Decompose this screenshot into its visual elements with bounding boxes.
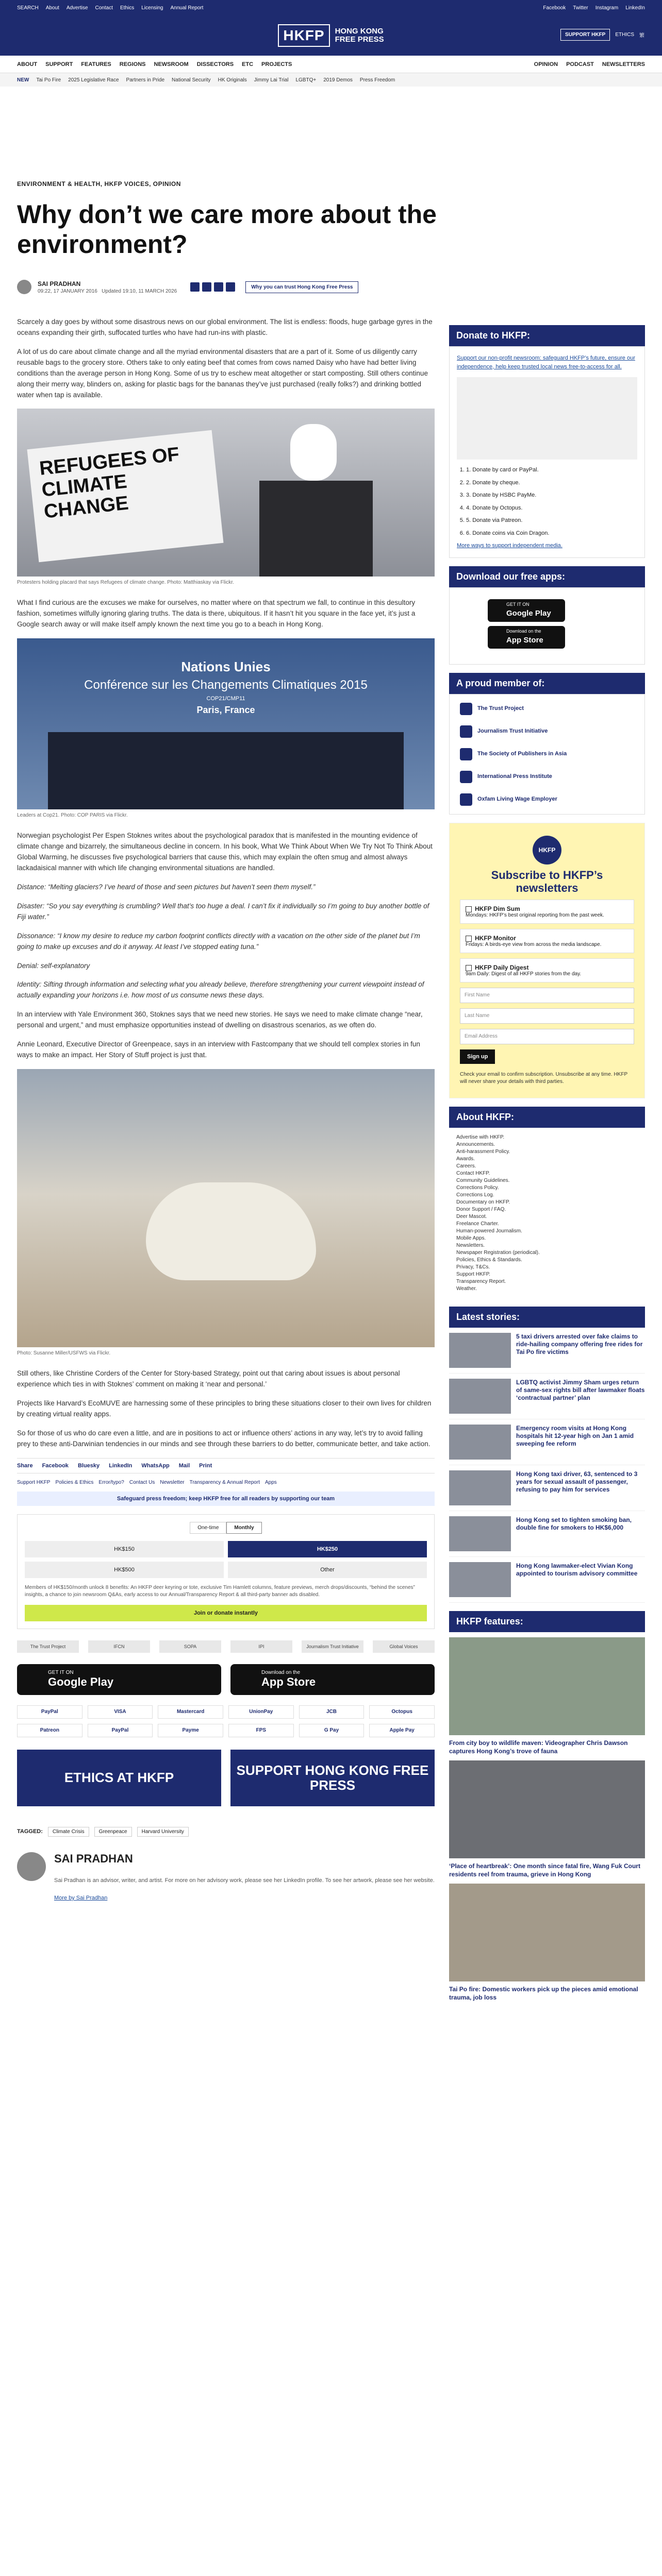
about-list — [449, 1128, 645, 1298]
tab-monthly[interactable]: Monthly — [226, 1522, 261, 1534]
about-item[interactable]: Careers. — [456, 1163, 476, 1170]
safeguard-strip[interactable]: Safeguard press freedom; keep HKFP free for all readers by supporting our team — [17, 1492, 435, 1506]
amount-option[interactable]: HK$250 — [228, 1541, 427, 1557]
feature-item[interactable] — [449, 1884, 645, 2002]
sidebar-heading: Download our free apps: — [449, 566, 645, 587]
banner-line: Conférence sur les Changements Climatiques 2015 — [84, 678, 368, 692]
trending-item[interactable]: National Security — [172, 77, 211, 83]
about-item[interactable]: Awards. — [456, 1156, 475, 1162]
newsletter-option[interactable] — [460, 929, 634, 953]
donate-way[interactable]: 6. 6. Donate coins via Coin Dragon. — [466, 529, 637, 538]
partner-logo[interactable]: IFCN — [88, 1640, 150, 1653]
trending-item[interactable]: HK Originals — [218, 77, 247, 83]
about-item[interactable]: Policies, Ethics & Standards. — [456, 1257, 522, 1263]
whatsapp-icon[interactable] — [214, 282, 223, 292]
story-title[interactable]: Hong Kong lawmaker-elect Vivian Kong appointed to tourism advisory committee — [516, 1562, 638, 1578]
topbar-link[interactable]: Contact — [95, 5, 113, 11]
newsletter-logo: HKFP — [533, 836, 561, 865]
donate-widget — [17, 1514, 435, 1629]
badge-sub: Download on the — [261, 1670, 301, 1675]
member-logo[interactable] — [453, 698, 641, 720]
nav-item[interactable]: REGIONS — [119, 61, 146, 67]
protester-shape — [259, 481, 373, 577]
member-icon — [460, 771, 472, 783]
search-link[interactable]: SEARCH — [17, 5, 39, 11]
paragraph: Scarcely a day goes by without some disastrous news on our global environment. The list is endless: floods, huge garbage gyres in the oceans expanding their girth, suffocated turtles who have had run-ins with plastic. — [17, 318, 433, 336]
donate-intro-link[interactable]: Support our non-profit newsroom: safeguard HKFP’s future, ensure our independence, help keep trusted local news free-to-access for all. — [457, 355, 635, 370]
story-item[interactable] — [449, 1557, 645, 1603]
payment-logo[interactable]: Payme — [158, 1724, 223, 1737]
avatar[interactable] — [17, 1852, 46, 1881]
facebook-link[interactable]: Facebook — [543, 5, 566, 11]
checkbox[interactable] — [466, 906, 472, 912]
member-logo[interactable] — [453, 766, 641, 788]
about-item[interactable]: Privacy, T&Cs. — [456, 1264, 490, 1270]
story-thumbnail[interactable] — [449, 1333, 511, 1368]
leaders-shape — [48, 732, 404, 809]
publish-date: 09:22, 17 JANUARY 2016 — [38, 288, 97, 294]
donate-way[interactable]: 3. 3. Donate by HSBC PayMe. — [466, 491, 637, 500]
feature-title[interactable]: Tai Po fire: Domestic workers pick up the pieces amid emotional trauma, job loss — [449, 1986, 638, 2002]
trending-item[interactable]: Jimmy Lai Trial — [254, 77, 289, 83]
paragraph: In an interview with Yale Environment 360, Stoknes says that we need new stories. He says we need to make climate change “near, personal and urgent,” and must emphasize opportunities instead of dwelling on disastrous scenarios, as we often do. — [17, 1010, 423, 1029]
story-item[interactable] — [449, 1465, 645, 1511]
ethics-link[interactable]: ETHICS — [615, 32, 634, 38]
about-item[interactable]: Weather. — [456, 1286, 477, 1292]
story-thumbnail[interactable] — [449, 1470, 511, 1505]
banner-line: Paris, France — [196, 705, 255, 716]
payment-logo[interactable]: FPS — [228, 1724, 294, 1737]
protest-photo — [17, 409, 435, 577]
support-link[interactable]: Newsletter — [160, 1479, 185, 1485]
badge-sub: Download on the — [506, 628, 541, 634]
more-by-link[interactable]: More by Sai Pradhan — [54, 1894, 108, 1901]
member-icon — [460, 793, 472, 806]
about-item[interactable]: Deer Mascot. — [456, 1214, 487, 1220]
badge-title: App Store — [261, 1675, 316, 1688]
nl-desc: Fridays: A birds-eye view from across the media landscape. — [466, 942, 602, 948]
sidebar-heading: Latest stories: — [449, 1307, 645, 1328]
story-title[interactable]: LGBTQ activist Jimmy Sham urges return of same-sex rights bill after lawmaker floats ‘contractual partner’ plan — [516, 1379, 645, 1402]
trending-label: NEW — [17, 77, 29, 83]
trending-item[interactable]: Partners in Pride — [126, 77, 165, 83]
language-toggle[interactable]: 繁 — [639, 33, 644, 39]
newsletter-option[interactable] — [460, 900, 634, 924]
logo-wordmark[interactable] — [335, 27, 384, 44]
payment-logo[interactable]: G Pay — [299, 1724, 365, 1737]
byline — [17, 280, 645, 294]
share-label: Share — [17, 1462, 33, 1469]
about-item[interactable]: Human-powered Journalism. — [456, 1228, 522, 1234]
nav-item[interactable]: DISSECTORS — [196, 61, 234, 67]
about-item[interactable]: Community Guidelines. — [456, 1178, 510, 1184]
author-box — [17, 1852, 435, 1902]
feature-title[interactable]: ‘Place of heartbreak’: One month since fatal fire, Wang Fuk Court residents reel from trauma, grieve in Hong Kong — [449, 1862, 640, 1878]
app-store-button[interactable] — [488, 626, 565, 649]
partner-logo[interactable]: Global Voices — [373, 1640, 435, 1653]
support-link[interactable]: Policies & Ethics — [55, 1479, 94, 1485]
paragraph: A lot of us do care about climate change and all the myriad environmental disasters that are a part of it. Some of us diligently carry reusable bags to the grocery store. Others take to only eating beef that comes from cows named Daisy who have had better living conditions than the average person in Hong Kong. Some of us try to eschew meat altogether or start composting. Still others continue along their merry way, blinders on, asking for plastic bags for the bananas they’ve just purchased (really folks?) and drinking bottled water when tap is available. — [17, 347, 428, 399]
share-linkedin[interactable]: LinkedIn — [109, 1462, 133, 1469]
trending-item[interactable]: LGBTQ+ — [295, 77, 317, 83]
tags — [17, 1827, 435, 1837]
topbar-link[interactable]: About — [45, 5, 59, 11]
trending-item[interactable]: 2019 Demos — [323, 77, 353, 83]
nl-desc: 9am Daily: Digest of all HKFP stories from the day. — [466, 971, 582, 977]
payment-logo[interactable]: JCB — [299, 1705, 365, 1719]
partner-logo[interactable]: The Trust Project — [17, 1640, 79, 1653]
signup-button[interactable]: Sign up — [460, 1049, 495, 1064]
support-link[interactable]: Contact Us — [129, 1479, 155, 1485]
topbar-link[interactable]: Ethics — [120, 5, 135, 11]
logo-line-1: HONG KONG — [335, 27, 384, 36]
donate-way[interactable]: 1. 1. Donate by card or PayPal. — [466, 466, 637, 474]
payment-logo[interactable]: PayPal — [88, 1724, 153, 1737]
payment-logo[interactable]: PayPal — [17, 1705, 82, 1719]
member-icon — [460, 748, 472, 760]
bluesky-icon[interactable] — [202, 282, 211, 292]
features-box — [449, 1611, 645, 2002]
latest-stories — [449, 1307, 645, 1603]
member-name: The Society of Publishers in Asia — [477, 751, 567, 757]
page-title: Why don’t we care more about the environment? — [17, 200, 437, 259]
story-item[interactable] — [449, 1419, 645, 1465]
about-item[interactable]: Mobile Apps. — [456, 1235, 486, 1242]
newsletter-option[interactable] — [460, 958, 634, 982]
feature-title[interactable]: From city boy to wildlife maven: Videographer Chris Dawson captures Hong Kong’s trove of fauna — [449, 1739, 628, 1755]
donate-box — [449, 325, 645, 558]
share-bluesky[interactable]: Bluesky — [77, 1462, 100, 1469]
nav-item[interactable]: NEWSROOM — [154, 61, 189, 67]
last-name-field[interactable]: Last Name — [460, 1008, 634, 1024]
mask-shape — [290, 424, 337, 481]
banner-line: COP21/CMP11 — [206, 696, 245, 702]
badge-sub: GET IT ON — [48, 1670, 74, 1675]
placard: REFUGEES OF CLIMATE CHANGE — [27, 430, 223, 562]
partner-logo[interactable]: SOPA — [159, 1640, 221, 1653]
email-field[interactable]: Email Address — [460, 1029, 634, 1044]
topbar-link[interactable]: Annual Report — [170, 5, 204, 11]
newsletter-note: Check your email to confirm subscription. Unsubscribe at any time. HKFP will never share your details with third parties. — [460, 1072, 627, 1085]
story-title[interactable]: 5 taxi drivers arrested over fake claims to ride-hailing company offering free rides for Tai Po fire victims — [516, 1333, 643, 1356]
quote: Denial: self-explanatory — [17, 961, 90, 970]
trust-button[interactable]: Why you can trust Hong Kong Free Press — [245, 281, 358, 293]
payment-logo[interactable]: UnionPay — [228, 1705, 294, 1719]
banner-line: Nations Unies — [181, 659, 271, 675]
tag[interactable]: Harvard University — [137, 1827, 189, 1837]
facebook-icon[interactable] — [190, 282, 200, 292]
checkbox[interactable] — [466, 936, 472, 942]
nav-item[interactable]: FEATURES — [81, 61, 111, 67]
masthead — [0, 15, 662, 56]
story-item[interactable] — [449, 1511, 645, 1557]
photo-caption: Protesters holding placard that says Refugees of climate change. Photo: Matthiaskay via Flickr. — [17, 580, 234, 586]
story-thumbnail[interactable] — [449, 1516, 511, 1551]
story-title[interactable]: Hong Kong taxi driver, 63, sentenced to 3 years for sexual assault of passenger, refusing to pay him for services — [516, 1470, 638, 1494]
ethics-banner[interactable]: ETHICS AT HKFP — [17, 1750, 221, 1806]
paragraph: Projects like Harvard’s EcoMUVE are harnessing some of these principles to bring these situations closer to their own lives for children by creating virtual reality apps. — [17, 1399, 432, 1418]
trending-item[interactable]: Tai Po Fire — [36, 77, 61, 83]
donate-way[interactable]: 4. 4. Donate by Octopus. — [466, 504, 637, 513]
share-icons — [190, 282, 235, 292]
quote: Distance: “Melting glaciers? I’ve heard of those and seen pictures but haven’t seen them myself.” — [17, 883, 316, 891]
about-box — [449, 1107, 645, 1298]
support-link[interactable]: Transparency & Annual Report — [189, 1479, 260, 1485]
tags-label: TAGGED: — [17, 1828, 43, 1835]
updated-date: Updated 19:10, 11 MARCH 2026 — [102, 288, 177, 294]
story-title[interactable]: Emergency room visits at Hong Kong hospitals hit 12-year high on Jan 1 amid sweeping fee reform — [516, 1425, 634, 1448]
payment-logo[interactable]: Mastercard — [158, 1705, 223, 1719]
badge-title: Google Play — [48, 1675, 114, 1688]
quote: Disaster: “So you say everything is crumbling? Well that’s too huge a deal. I can’t fix it individually so I’m going to buy another bottle of Fiji water.” — [17, 902, 429, 921]
donate-way[interactable]: 2. 2. Donate by cheque. — [466, 479, 637, 487]
linkedin-link[interactable]: LinkedIn — [625, 5, 645, 11]
tag[interactable]: Climate Crisis — [48, 1827, 89, 1837]
paragraph: So for those of us who do care even a little, and are in positions to act or influence others’ actions in any way, let’s try to avoid falling prey to these anti-Darwinian tendencies in our minds and see through these barriers to do better, communicate better, and take action. — [17, 1429, 431, 1448]
donate-way[interactable]: 5. 5. Donate via Patreon. — [466, 516, 637, 525]
member-logo[interactable] — [453, 788, 641, 811]
newsletter-title: Subscribe to HKFP’s newsletters — [491, 868, 603, 894]
amount-option[interactable]: HK$150 — [25, 1541, 224, 1557]
paragraph: Annie Leonard, Executive Director of Greenpeace, says in an interview with Fastcompany that we should tell complex stories in fun ways to make an impact. Her Story of Stuff project is just that. — [17, 1040, 420, 1059]
nav-item[interactable]: ETC — [242, 61, 254, 67]
payment-logo[interactable]: Patreon — [17, 1724, 82, 1737]
about-item[interactable]: Anti-harassment Policy. — [456, 1149, 510, 1155]
cop21-photo — [17, 638, 435, 809]
trending-item[interactable]: Press Freedom — [359, 77, 395, 83]
member-box — [449, 673, 645, 815]
about-item[interactable]: Newsletters. — [456, 1243, 485, 1249]
trending-bar — [0, 73, 662, 87]
about-item[interactable]: Advertise with HKFP. — [456, 1134, 505, 1141]
nl-name: HKFP Monitor — [475, 935, 516, 942]
quote: Dissonance: “I know my desire to reduce my carbon footprint conflicts directly with a vacation on the other side of the planet but I’m going to make up excuses and do it anyway. At least I’ve stopped eating tuna.” — [17, 931, 420, 951]
feature-item[interactable] — [449, 1637, 645, 1755]
feature-image[interactable] — [449, 1884, 645, 1981]
badge-title: Google Play — [506, 609, 551, 618]
article-body — [17, 317, 435, 2002]
about-item[interactable]: Transparency Report. — [456, 1279, 506, 1285]
about-item[interactable]: Donor Support / FAQ. — [456, 1207, 506, 1213]
avatar[interactable] — [17, 280, 31, 294]
nav-item[interactable]: NEWSLETTERS — [602, 61, 645, 67]
promo-banners — [17, 1750, 435, 1806]
share-bar — [17, 1458, 435, 1473]
story-item[interactable] — [449, 1328, 645, 1374]
article-category[interactable]: ENVIRONMENT & HEALTH, HKFP VOICES, OPINION — [17, 180, 181, 188]
member-name: International Press Institute — [477, 773, 552, 780]
donate-graphic — [457, 377, 637, 460]
nav-item[interactable]: PODCAST — [566, 61, 594, 67]
main-nav — [0, 56, 662, 73]
top-utility-bar — [0, 0, 662, 15]
about-item[interactable]: Freelance Charter. — [456, 1221, 499, 1227]
twitter-link[interactable]: Twitter — [573, 5, 588, 11]
hkfp-logo[interactable]: HKFP — [278, 24, 329, 47]
feature-item[interactable] — [449, 1760, 645, 1878]
join-button[interactable]: Join or donate instantly — [25, 1605, 427, 1621]
polar-bear-photo — [17, 1069, 435, 1347]
first-name-field[interactable]: First Name — [460, 988, 634, 1003]
about-item[interactable]: Corrections Policy. — [456, 1185, 499, 1191]
member-name: The Trust Project — [477, 705, 524, 712]
story-title[interactable]: Hong Kong set to tighten smoking ban, double fine for smokers to HK$6,000 — [516, 1516, 632, 1532]
story-item[interactable] — [449, 1374, 645, 1419]
share-whatsapp[interactable]: WhatsApp — [141, 1462, 170, 1469]
google-play-button[interactable] — [17, 1664, 221, 1695]
cop21-banner — [17, 659, 435, 716]
sidebar — [449, 317, 645, 2002]
feature-image[interactable] — [449, 1637, 645, 1735]
partner-logo[interactable]: IPI — [230, 1640, 292, 1653]
payment-logo[interactable]: VISA — [88, 1705, 153, 1719]
story-thumbnail[interactable] — [449, 1379, 511, 1414]
partner-logos — [17, 1640, 435, 1653]
member-note: Members of HK$150/month unlock 8 benefits: An HKFP deer keyring or tote, exclusive Tim Hamlett columns, feature previews, merch drops/discounts, “behind the scenes” insights, a chance to join newsroom Q&As, early access to our Annual/Transparency Report & all third-party banner ads disabled. — [25, 1584, 415, 1598]
support-link[interactable]: Support HKFP — [17, 1479, 51, 1485]
author-box-name[interactable]: SAI PRADHAN — [54, 1852, 133, 1865]
topbar-link[interactable]: Licensing — [141, 5, 163, 11]
nav-item[interactable]: PROJECTS — [261, 61, 292, 67]
about-item[interactable]: Newspaper Registration (periodical). — [456, 1250, 540, 1256]
about-item[interactable]: Contact HKFP. — [456, 1171, 490, 1177]
support-link[interactable]: Error/typo? — [98, 1479, 124, 1485]
tag[interactable]: Greenpeace — [94, 1827, 132, 1837]
google-play-button[interactable] — [488, 599, 565, 622]
sidebar-heading: Donate to HKFP: — [449, 325, 645, 346]
story-thumbnail[interactable] — [449, 1425, 511, 1460]
author-bio: Sai Pradhan is an advisor, writer, and artist. For more on her advisory work, please see her LinkedIn profile. To see her artwork, please see her website. — [54, 1877, 435, 1884]
support-banner[interactable]: SUPPORT HONG KONG FREE PRESS — [230, 1750, 435, 1806]
nav-item[interactable]: SUPPORT — [45, 61, 73, 67]
payment-logo[interactable]: Octopus — [369, 1705, 435, 1719]
support-links — [17, 1480, 435, 1485]
story-thumbnail[interactable] — [449, 1562, 511, 1597]
badge-sub: GET IT ON — [506, 601, 529, 607]
instagram-link[interactable]: Instagram — [595, 5, 619, 11]
partner-logo[interactable]: Journalism Trust Initiative — [302, 1640, 363, 1653]
about-item[interactable]: Corrections Log. — [456, 1192, 494, 1198]
amount-option[interactable]: Other — [228, 1562, 427, 1578]
paragraph: Still others, like Christine Corders of the Center for Story-based Strategy, point out that caring about issues is about personal experience which ties in with Stoknes’ comment on making it ‘near and personal.’ — [17, 1369, 400, 1388]
nl-name: HKFP Daily Digest — [475, 964, 529, 972]
payment-methods — [17, 1705, 435, 1737]
tab-one-time[interactable]: One-time — [190, 1522, 226, 1534]
sidebar-heading: A proud member of: — [449, 673, 645, 694]
about-item[interactable]: Support HKFP. — [456, 1272, 490, 1278]
nav-item[interactable]: OPINION — [534, 61, 558, 67]
app-badges — [17, 1664, 435, 1695]
feature-image[interactable] — [449, 1760, 645, 1858]
paragraph: What I find curious are the excuses we make for ourselves, no matter where on that spectrum we fall, to continue in this desultory fashion, sometimes wilfully ignoring glaring truths. The data is there, ubiquitous. If it hasn’t hit you square in the face yet, it’s just a Google search away or will make itself amply known the next time you go to a beach in Hong Kong. — [17, 599, 416, 629]
nl-name: HKFP Dim Sum — [475, 905, 520, 913]
share-mail[interactable]: Mail — [178, 1462, 190, 1469]
logo-line-2: FREE PRESS — [335, 35, 384, 44]
nav-item[interactable]: ABOUT — [17, 61, 38, 67]
share-print[interactable]: Print — [199, 1462, 212, 1469]
checkbox[interactable] — [466, 965, 472, 971]
quote: Identity: Sifting through information and selecting what you already believe, therefore strengthening your current viewpoint instead of actually expanding your horizons i.e. how most of us consume news these days. — [17, 980, 424, 999]
about-item[interactable]: Documentary on HKFP. — [456, 1199, 510, 1206]
share-facebook[interactable]: Facebook — [42, 1462, 69, 1469]
member-name: Oxfam Living Wage Employer — [477, 796, 557, 803]
amount-option[interactable]: HK$500 — [25, 1562, 224, 1578]
more-ways-link[interactable]: More ways to support independent media. — [457, 543, 562, 549]
topbar-link[interactable]: Advertise — [66, 5, 88, 11]
member-icon — [460, 703, 472, 715]
paragraph: Norwegian psychologist Per Espen Stoknes writes about the psychological paradox that is manifested in the mounting evidence of climate change and bizarrely, the simultaneous decline in concern. In his book, What We Think About When We Try Not To Think About Global Warming, he discusses five psychological barriers that cause this, which may explain the often smug and almost always lackadaisical manner with which life changing environmental situations are handled. — [17, 832, 433, 872]
nl-desc: Mondays: HKFP’s best original reporting from the past week. — [466, 912, 604, 919]
support-link[interactable]: Apps — [264, 1479, 277, 1485]
payment-logo[interactable]: Apple Pay — [369, 1724, 435, 1737]
apps-box — [449, 566, 645, 665]
member-icon — [460, 725, 472, 738]
member-logo[interactable] — [453, 720, 641, 743]
photo-caption: Leaders at Cop21. Photo: COP PARIS via Flickr. — [17, 812, 128, 819]
member-name: Journalism Trust Initiative — [477, 728, 548, 735]
sidebar-heading: About HKFP: — [449, 1107, 645, 1128]
support-hkfp-button[interactable]: SUPPORT HKFP — [560, 29, 610, 41]
author-name[interactable]: SAI PRADHAN — [38, 280, 81, 287]
about-item[interactable]: Announcements. — [456, 1142, 495, 1148]
member-logo[interactable] — [453, 743, 641, 766]
app-store-button[interactable] — [230, 1664, 435, 1695]
photo-caption: Photo: Susanne Miller/USFWS via Flickr. — [17, 1350, 111, 1356]
mail-icon[interactable] — [226, 282, 235, 292]
polar-bear-shape — [146, 1182, 316, 1280]
trending-item[interactable]: 2025 Legislative Race — [68, 77, 119, 83]
newsletter-box — [449, 823, 645, 1099]
sidebar-heading: HKFP features: — [449, 1611, 645, 1632]
badge-title: App Store — [506, 636, 543, 645]
